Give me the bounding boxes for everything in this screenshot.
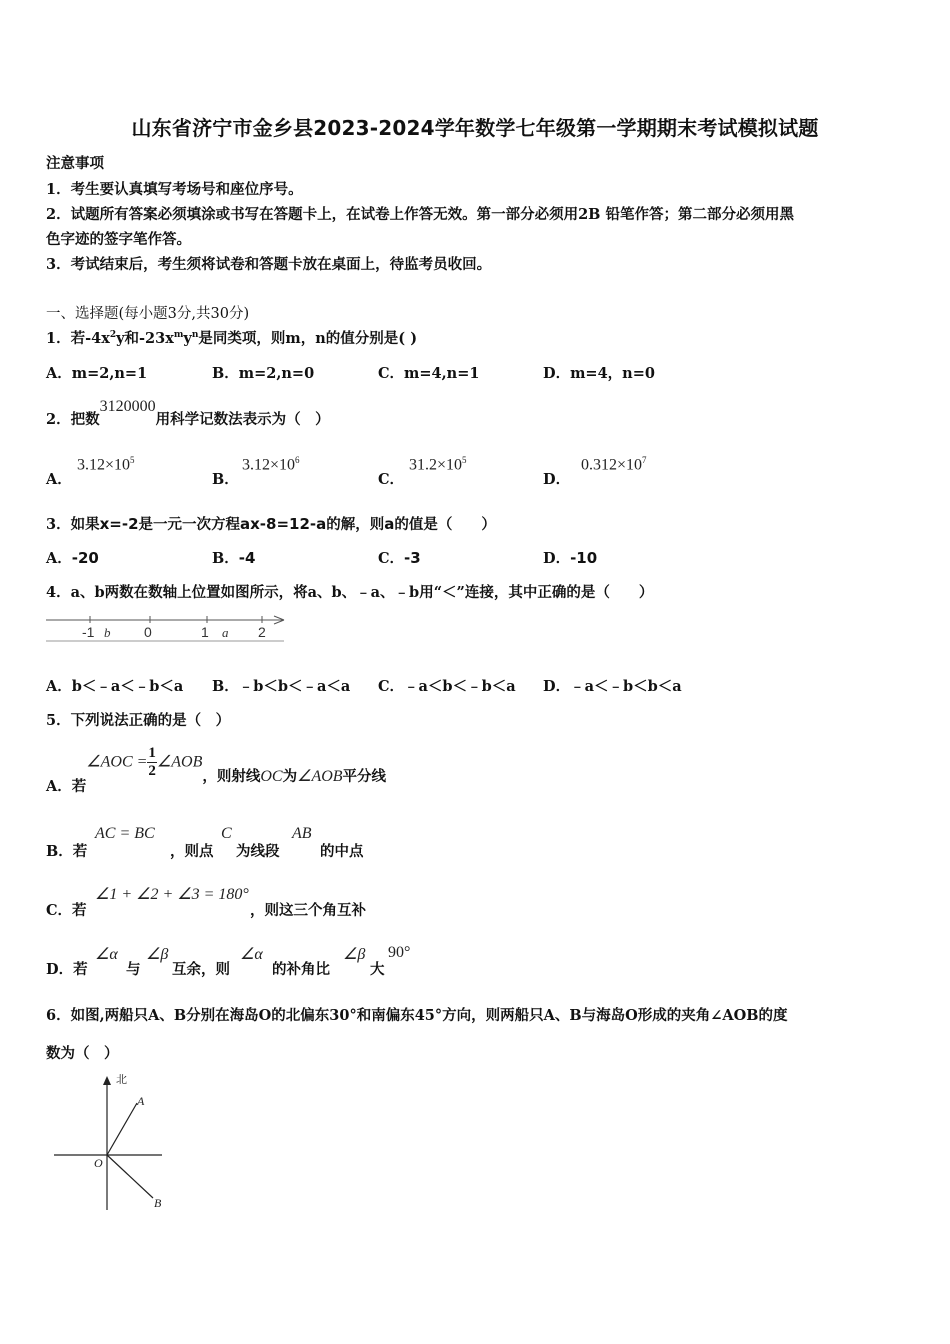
q5-option-d-label: D．若 xyxy=(46,961,88,978)
q5-option-b-point: C xyxy=(221,825,232,842)
north-arrow-icon xyxy=(103,1076,111,1085)
q4-option-b: B．﹣b＜b＜﹣a＜a xyxy=(212,678,351,695)
question-1: 1．若$-4x^2y$和$-23x^my^n$是同类项，则m，n的值分别是( ) xyxy=(46,330,418,347)
ray-ob xyxy=(107,1155,153,1198)
q5-option-d-alpha2: ∠α xyxy=(240,946,263,963)
axis-label-a: a xyxy=(222,625,229,640)
q5-option-c-text: ，则这三个角互补 xyxy=(250,902,366,919)
q5-option-b-text1: ，则点 xyxy=(170,843,214,860)
q5-option-d-text2: 互余，则 xyxy=(172,961,230,978)
ray-oa xyxy=(107,1103,137,1155)
q1-option-b: B．m=2,n=0 xyxy=(212,365,315,382)
q2-label-d: D． xyxy=(543,471,571,488)
point-o-label: O xyxy=(94,1156,103,1170)
q5-option-d-ninety: 90° xyxy=(388,944,411,961)
q5-option-b-expr: AC = BC xyxy=(95,825,155,842)
point-b-label: B xyxy=(154,1196,162,1210)
axis-label-2: 2 xyxy=(258,624,266,640)
q2-value-b: $3.12\times 10^6$ xyxy=(242,455,300,474)
q4-option-c: C．﹣a＜b＜﹣b＜a xyxy=(378,678,516,695)
q4-option-d: D．﹣a＜﹣b＜b＜a xyxy=(543,678,682,695)
q2-label-b: B． xyxy=(212,471,239,488)
axis-label-0: 0 xyxy=(144,624,152,640)
q1-option-c: C．m=4,n=1 xyxy=(378,365,480,382)
q2-number: 3120000 xyxy=(99,398,156,415)
q5-option-c-label: C．若 xyxy=(46,902,87,919)
axis-label-1: 1 xyxy=(201,624,209,640)
q5-option-b-text2: 为线段 xyxy=(236,843,280,860)
question-5: 5．下列说法正确的是（ ） xyxy=(46,712,231,729)
q2-label-a: A． xyxy=(46,471,72,488)
notice-heading: 注意事项 xyxy=(46,155,104,172)
point-a-label: A xyxy=(137,1094,145,1108)
q5-option-b-seg: AB xyxy=(292,825,312,842)
q2-value-a: $3.12\times 10^5$ xyxy=(77,455,135,474)
question-3: 3．如果x=-2是一元一次方程ax-8=12-a的解，则a的值是（ ） xyxy=(46,515,496,533)
q5-option-d-beta: ∠β xyxy=(146,946,169,963)
compass-figure xyxy=(48,1070,173,1215)
notice-item-2: 2．试题所有答案必须填涂或书写在答题卡上，在试卷上作答无效。第一部分必须用2B 铅笔作答；第二部分必须用黑 xyxy=(46,206,794,223)
q5-option-d-beta2: ∠β xyxy=(343,946,366,963)
q1-option-a: A．m=2,n=1 xyxy=(46,365,148,382)
q5-option-d-text4: 大 xyxy=(370,961,385,978)
q5-option-d-alpha: ∠α xyxy=(95,946,118,963)
q4-option-a: A．b＜﹣a＜﹣b＜a xyxy=(46,678,184,695)
question-4: 4．a、b两数在数轴上位置如图所示，将a、b、﹣a、﹣b用“＜”连接，其中正确的是（ ） xyxy=(46,584,654,601)
notice-item-1: 1．考生要认真填写考场号和座位序号。 xyxy=(46,181,303,198)
q5-option-a: A．若∠AOC = $\frac{1}{2}$ ∠AOB，则射线OC为∠AOB平分线 xyxy=(46,745,387,795)
q5-option-c-expr: ∠1 + ∠2 + ∠3 = 180° xyxy=(95,886,249,903)
fraction-half: $\frac{1}{2}$ xyxy=(148,745,156,779)
q2-value-d: $0.312\times 10^7$ xyxy=(581,455,647,474)
q5-option-d-text3: 的补角比 xyxy=(272,961,330,978)
q2-label-c: C． xyxy=(378,471,405,488)
axis-label-b: b xyxy=(104,625,111,640)
number-line-figure xyxy=(44,610,288,644)
q1-option-d: D．m=4，n=0 xyxy=(543,365,655,382)
notice-item-3: 3．考试结束后，考生须将试卷和答题卡放在桌面上，待监考员收回。 xyxy=(46,256,492,273)
page-title: 山东省济宁市金乡县2023-2024学年数学七年级第一学期期末考试模拟试题 xyxy=(131,116,819,140)
notice-item-2-cont: 色字迹的签字笔作答。 xyxy=(46,231,191,248)
question-6-line1: 6．如图,两船只A、B分别在海岛O的北偏东30°和南偏东45°方向，则两船只A、B与海岛O形成的夹角∠AOB的度 xyxy=(46,1007,788,1024)
q3-option-a: A．-20 xyxy=(46,549,99,567)
q2-value-c: $31.2\times 10^5$ xyxy=(409,455,467,474)
q5-option-b-label: B．若 xyxy=(46,843,88,860)
section-heading: 一、选择题(每小题3分,共30分) xyxy=(46,306,250,322)
q3-option-b: B．-4 xyxy=(212,549,256,567)
q5-option-b-text3: 的中点 xyxy=(320,843,364,860)
q3-option-c: C．-3 xyxy=(378,549,421,567)
question-2: 2．把数3120000用科学记数法表示为（ ） xyxy=(46,398,330,428)
q5-option-d-text1: 与 xyxy=(126,961,141,978)
axis-label-neg1: -1 xyxy=(82,624,95,640)
question-6-line2: 数为（ ） xyxy=(46,1045,119,1062)
q3-option-d: D．-10 xyxy=(543,549,598,567)
north-label: 北 xyxy=(116,1073,127,1086)
